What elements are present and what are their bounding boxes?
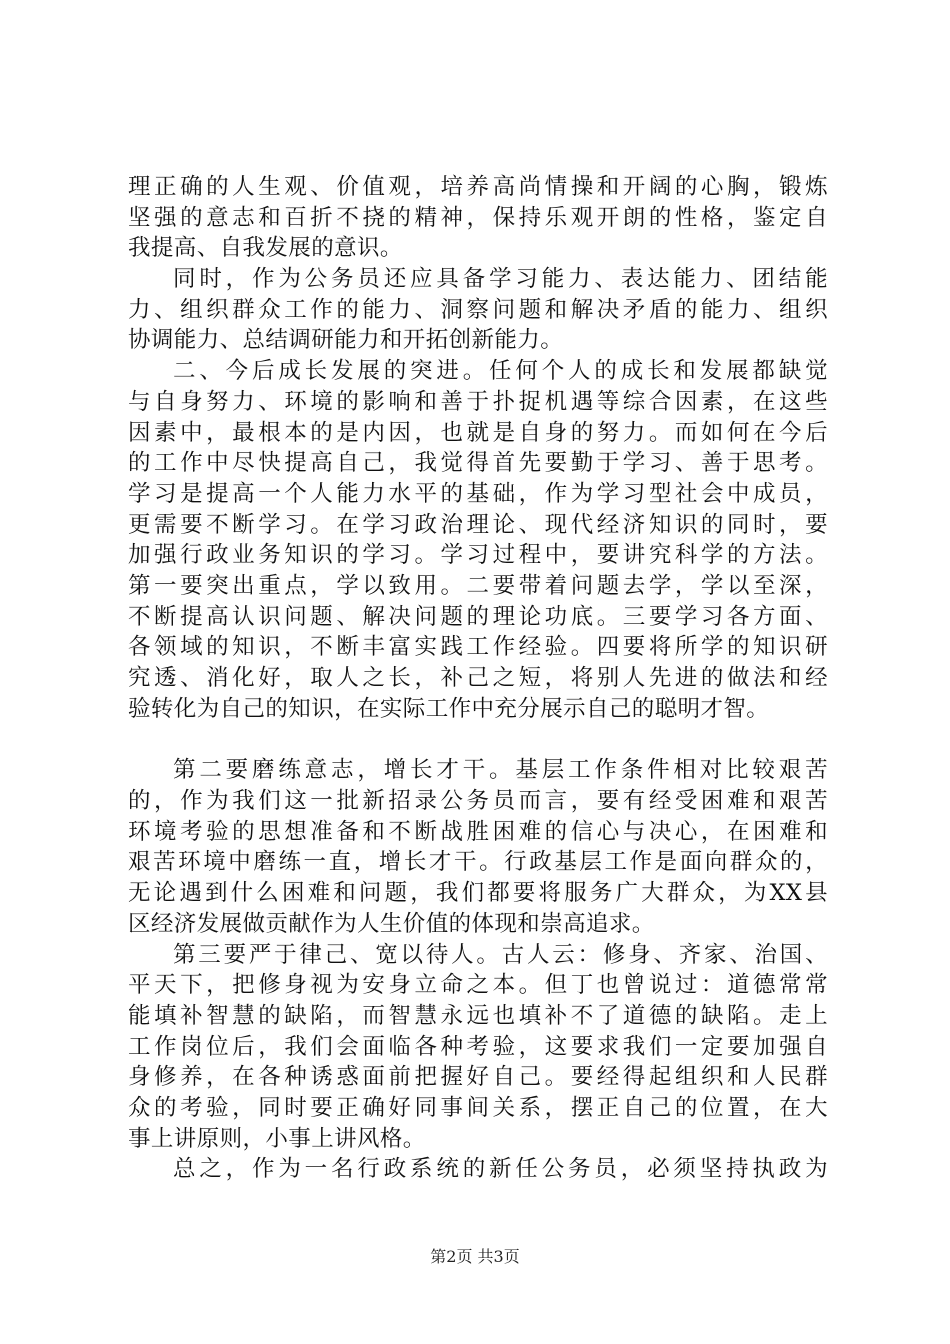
text-line: 环境考验的思想准备和不断战胜困难的信心与决心，在困难和 bbox=[128, 818, 828, 845]
paragraph bbox=[128, 940, 828, 1155]
text-line: 艰苦环境中磨练一直，增长才干。行政基层工作是面向群众的， bbox=[128, 849, 828, 876]
paragraph bbox=[128, 356, 828, 724]
text-line: 验转化为自己的知识，在实际工作中充分展示自己的聪明才智。 bbox=[128, 695, 770, 722]
text-line: 坚强的意志和百折不挠的精神，保持乐观开朗的性格，鉴定自 bbox=[128, 204, 828, 231]
text-line: 协调能力、总结调研能力和开拓创新能力。 bbox=[128, 327, 564, 354]
paragraph bbox=[128, 172, 828, 264]
text-line: 二、今后成长发展的突进。任何个人的成长和发展都缺觉 bbox=[173, 358, 828, 385]
text-line: 众的考验，同时要正确好同事间关系，摆正自己的位置，在大 bbox=[128, 1094, 828, 1121]
text-line: 第一要突出重点，学以致用。二要带着问题去学，学以至深， bbox=[128, 572, 828, 599]
page-number: 第2页 共3页 bbox=[430, 1247, 520, 1266]
text-line: 工作岗位后，我们会面临各种考验，这要求我们一定要加强自 bbox=[128, 1033, 828, 1060]
paragraph-gap bbox=[128, 724, 828, 755]
text-line: 无论遇到什么困难和问题，我们都要将服务广大群众，为XX县 bbox=[128, 880, 828, 907]
text-line: 究透、消化好，取人之长，补己之短，将别人先进的做法和经 bbox=[128, 665, 828, 691]
paragraph bbox=[128, 264, 828, 356]
text-line: 因素中，最根本的是内因，也就是自身的努力。而如何在今后 bbox=[128, 419, 828, 446]
paragraph bbox=[128, 1154, 828, 1185]
text-line: 同时，作为公务员还应具备学习能力、表达能力、团结能 bbox=[173, 266, 828, 293]
text-line: 的工作中尽快提高自己，我觉得首先要勤于学习、善于思考。 bbox=[128, 450, 828, 477]
text-line: 总之，作为一名行政系统的新任公务员，必须坚持执政为 bbox=[173, 1156, 828, 1183]
text-line: 我提高、自我发展的意识。 bbox=[128, 235, 403, 262]
text-line: 第二要磨练意志，增长才干。基层工作条件相对比较艰苦 bbox=[173, 757, 828, 784]
page-footer bbox=[0, 1244, 950, 1267]
text-line: 更需要不断学习。在学习政治理论、现代经济知识的同时，要 bbox=[128, 511, 828, 538]
text-line: 第三要严于律己、宽以待人。古人云：修身、齐家、治国、 bbox=[173, 941, 828, 968]
body-text bbox=[128, 172, 828, 1185]
text-line: 平天下，把修身视为安身立命之本。但丁也曾说过：道德常常 bbox=[128, 972, 828, 999]
text-line: 身修养，在各种诱惑面前把握好自己。要经得起组织和人民群 bbox=[128, 1064, 828, 1091]
text-line: 事上讲原则，小事上讲风格。 bbox=[128, 1125, 426, 1152]
text-line: 力、组织群众工作的能力、洞察问题和解决矛盾的能力、组织 bbox=[128, 296, 828, 323]
text-line: 的，作为我们这一批新招录公务员而言，要有经受困难和艰苦 bbox=[128, 788, 828, 815]
text-line: 与自身努力、环境的影响和善于扑捉机遇等综合因素，在这些 bbox=[128, 388, 828, 415]
text-line: 学习是提高一个人能力水平的基础，作为学习型社会中成员， bbox=[128, 480, 828, 507]
text-line: 区经济发展做贡献作为人生价值的体现和崇高追求。 bbox=[128, 910, 655, 937]
text-line: 加强行政业务知识的学习。学习过程中，要讲究科学的方法。 bbox=[128, 542, 828, 569]
paragraph bbox=[128, 755, 828, 939]
text-line: 能填补智慧的缺陷，而智慧永远也填补不了道德的缺陷。走上 bbox=[128, 1002, 828, 1029]
text-line: 各领域的知识，不断丰富实践工作经验。四要将所学的知识研 bbox=[128, 634, 828, 661]
text-line: 不断提高认识问题、解决问题的理论功底。三要学习各方面、 bbox=[128, 603, 828, 630]
text-line: 理正确的人生观、价值观，培养高尚情操和开阔的心胸，锻炼 bbox=[128, 174, 828, 200]
